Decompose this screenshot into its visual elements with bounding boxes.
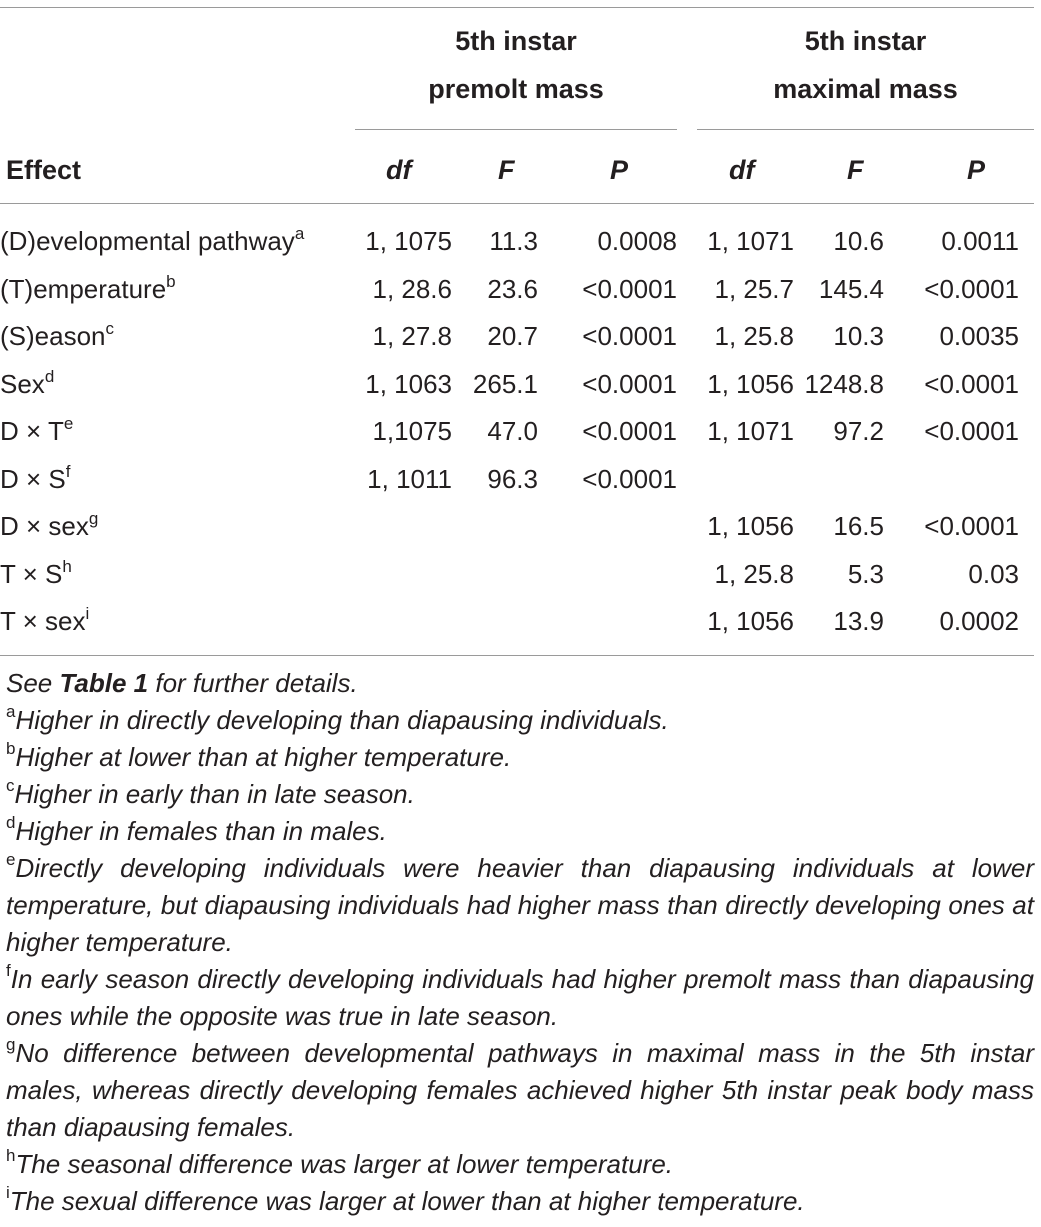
table-row [0, 598, 1019, 646]
df-maximal-cell: 1, 1056 [707, 606, 794, 637]
df-premolt-cell [355, 551, 452, 599]
f-premolt-cell: 20.7 [487, 321, 538, 352]
df-maximal-cell: 1, 25.8 [714, 321, 794, 352]
column-header-effect: Effect [6, 155, 82, 185]
column-header-f-premolt: F [498, 155, 515, 185]
effect-cell: (D)evelopmental pathway$^a$ [0, 224, 305, 257]
df-maximal-cell [677, 456, 794, 504]
p-maximal-cell: <0.0001 [924, 511, 1019, 542]
group-header-maximal-line1: 5th instar [804, 26, 927, 56]
table-row [0, 361, 1019, 409]
df-premolt-cell: 1,1075 [372, 416, 452, 447]
column-header-df-premolt: df [386, 155, 412, 185]
column-header-p-premolt: P [610, 155, 629, 185]
f-premolt-cell: 96.3 [487, 463, 538, 494]
f-premolt-cell: 11.3 [489, 226, 538, 257]
table-row [0, 266, 1019, 314]
p-maximal-cell [884, 456, 1019, 504]
effect-cell: $D \times S^f$ [0, 461, 71, 494]
f-maximal-cell: 10.6 [833, 226, 884, 257]
group-rule-premolt [355, 129, 677, 130]
df-maximal-cell: 1, 1071 [707, 416, 794, 447]
table-top-rule [0, 7, 1034, 8]
p-maximal-cell: <0.0001 [924, 273, 1019, 304]
footnote-a: $^a$Higher in directly developing than diapausing individuals. [6, 702, 669, 735]
f-maximal-cell: 145.4 [818, 273, 884, 304]
f-maximal-cell: 5.3 [847, 558, 884, 589]
p-premolt-cell [538, 598, 677, 646]
table-bottom-rule [0, 655, 1034, 656]
p-premolt-cell: <0.0001 [582, 463, 677, 494]
df-premolt-cell: 1, 1063 [365, 368, 452, 399]
footnote-i: $^i$The sexual difference was larger at lower than at higher temperature. [6, 1183, 805, 1216]
f-premolt-cell: 47.0 [487, 416, 538, 447]
anova-table [0, 218, 1019, 646]
group-header-maximal-line2: maximal mass [773, 74, 958, 104]
f-maximal-cell: 1248.8 [804, 368, 884, 399]
footnote-e: $^e$Directly developing individuals were heavier than diapausing individuals at lower temperature, but diapausing individuals had higher mass than directly developing ones at higher temperature. [6, 850, 1034, 957]
p-maximal-cell: 0.0002 [939, 606, 1019, 637]
column-header-f-maximal: F [847, 155, 864, 185]
effect-cell: $T \times S^h$ [0, 556, 72, 589]
table-row [0, 408, 1019, 456]
table-row [0, 456, 1019, 504]
column-header-df-maximal: df [729, 155, 755, 185]
effect-cell: (S)eason$^c$ [0, 319, 114, 352]
p-maximal-cell: <0.0001 [924, 416, 1019, 447]
df-premolt-cell: 1, 28.6 [372, 273, 452, 304]
f-premolt-cell: 265.1 [472, 368, 538, 399]
footnote-h: $^h$The seasonal difference was larger at lower temperature. [6, 1146, 674, 1179]
table-footnotes [6, 665, 1034, 1220]
df-premolt-cell [355, 503, 452, 551]
df-maximal-cell: 1, 25.8 [714, 558, 794, 589]
p-maximal-cell: 0.0011 [941, 226, 1019, 257]
effect-cell: Sex$^d$ [0, 366, 55, 399]
effect-cell: T × sex$^i$ [0, 604, 90, 637]
df-premolt-cell [355, 598, 452, 646]
df-maximal-cell: 1, 1056 [707, 511, 794, 542]
group-header-premolt-line1: 5th instar [455, 26, 577, 56]
f-premolt-cell [452, 503, 538, 551]
f-maximal-cell [794, 456, 884, 504]
p-maximal-cell: 0.0035 [939, 321, 1019, 352]
p-premolt-cell: <0.0001 [582, 321, 677, 352]
f-maximal-cell: 16.5 [833, 511, 884, 542]
effect-cell: $D \times T^e$ [0, 414, 74, 447]
df-maximal-cell: 1, 25.7 [714, 273, 794, 304]
f-premolt-cell [452, 598, 538, 646]
table-row [0, 313, 1019, 361]
df-premolt-cell: 1, 1075 [365, 226, 452, 257]
group-rule-maximal [697, 129, 1034, 130]
column-header-p-maximal: P [967, 155, 986, 185]
footnote-f: $^f$In early season directly developing individuals had higher premolt mass than diapausing ones while the opposite was true in late season. [6, 961, 1034, 1031]
effect-cell: (T)emperature$^b$ [0, 271, 176, 304]
footnote-b: $^b$Higher at lower than at higher temperature. [6, 739, 512, 772]
p-premolt-cell [538, 551, 677, 599]
df-premolt-cell: 1, 27.8 [372, 321, 452, 352]
p-premolt-cell: <0.0001 [582, 368, 677, 399]
f-maximal-cell: 10.3 [833, 321, 884, 352]
see-table-note: See Table 1 for further details. [6, 668, 358, 698]
effect-cell: D × sex$^g$ [0, 509, 99, 542]
f-premolt-cell [452, 551, 538, 599]
f-maximal-cell: 97.2 [833, 416, 884, 447]
df-maximal-cell: 1, 1056 [707, 368, 794, 399]
table-row [0, 551, 1019, 599]
group-header-maximal [697, 17, 1034, 113]
p-premolt-cell: 0.0008 [597, 226, 677, 257]
footnote-c: $^c$Higher in early than in late season. [6, 776, 415, 809]
table-reference-link[interactable]: Table 1 [59, 668, 149, 698]
footnote-d: $^d$Higher in females than in males. [6, 813, 387, 846]
f-maximal-cell: 13.9 [833, 606, 884, 637]
p-premolt-cell: <0.0001 [582, 273, 677, 304]
df-maximal-cell: 1, 1071 [707, 226, 794, 257]
df-premolt-cell: 1, 1011 [367, 463, 452, 494]
header-bottom-rule [0, 203, 1034, 204]
table-row [0, 218, 1019, 266]
p-premolt-cell [538, 503, 677, 551]
p-premolt-cell: <0.0001 [582, 416, 677, 447]
p-maximal-cell: 0.03 [968, 558, 1019, 589]
p-maximal-cell: <0.0001 [924, 368, 1019, 399]
table-row [0, 503, 1019, 551]
group-header-premolt-line2: premolt mass [428, 74, 604, 104]
f-premolt-cell: 23.6 [487, 273, 538, 304]
footnote-g: $^g$No difference between developmental pathways in maximal mass in the 5th instar males, whereas directly developing females achieved higher 5th instar peak body mass than diapausing females. [6, 1035, 1034, 1142]
group-header-premolt [355, 17, 677, 113]
